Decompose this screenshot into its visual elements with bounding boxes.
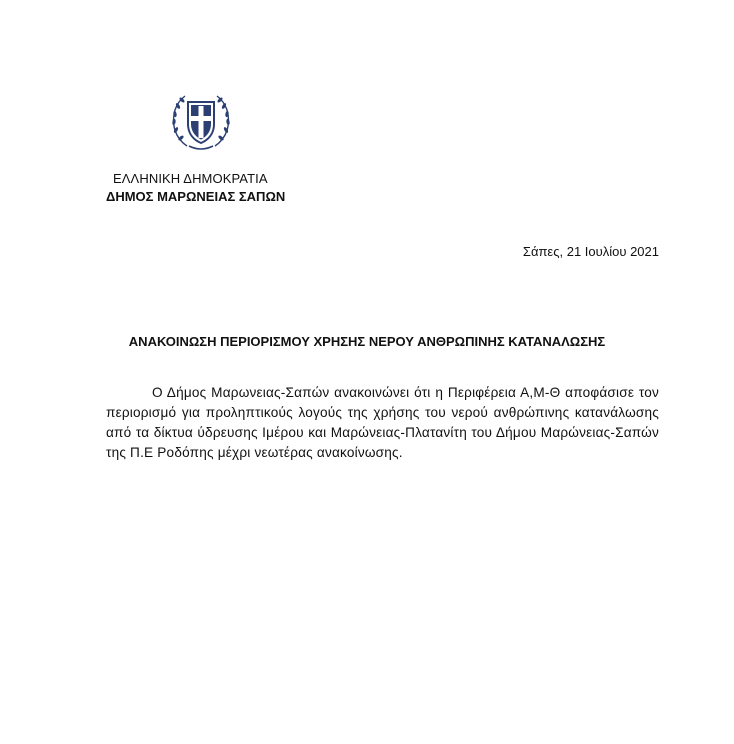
municipality-heading: ΔΗΜΟΣ ΜΑΡΩΝΕΙΑΣ ΣΑΠΩΝ (106, 189, 286, 204)
announcement-title: ΑΝΑΚΟΙΝΩΣΗ ΠΕΡΙΟΡΙΣΜΟΥ ΧΡΗΣΗΣ ΝΕΡΟΥ ΑΝΘΡΩΠΙΝΗΣ ΚΑΤΑΝΑΛΩΣΗΣ (128, 334, 606, 349)
republic-heading: ΕΛΛΗΝΙΚΗ ΔΗΜΟΚΡΑΤΙΑ (113, 171, 268, 186)
announcement-body: Ο Δήμος Μαρωνειας-Σαπών ανακοινώνει ότι η Περιφέρεια Α,Μ-Θ αποφάσισε τον περιορισμό για προληπτικούς λογούς της χρήσης του νερού ανθρώπινης κατανάλωσης από τα δίκτυα ύδρευσης Ιμέρου και Μαρώνειας-Πλατανίτη του Δήμου Μαρώνειας-Σαπών της Π.Ε Ροδόπης μέχρι νεωτέρας ανακοίνωσης. (106, 385, 659, 460)
coat-of-arms-icon (167, 88, 235, 154)
date-line: Σάπες, 21 Ιουλίου 2021 (522, 244, 659, 259)
